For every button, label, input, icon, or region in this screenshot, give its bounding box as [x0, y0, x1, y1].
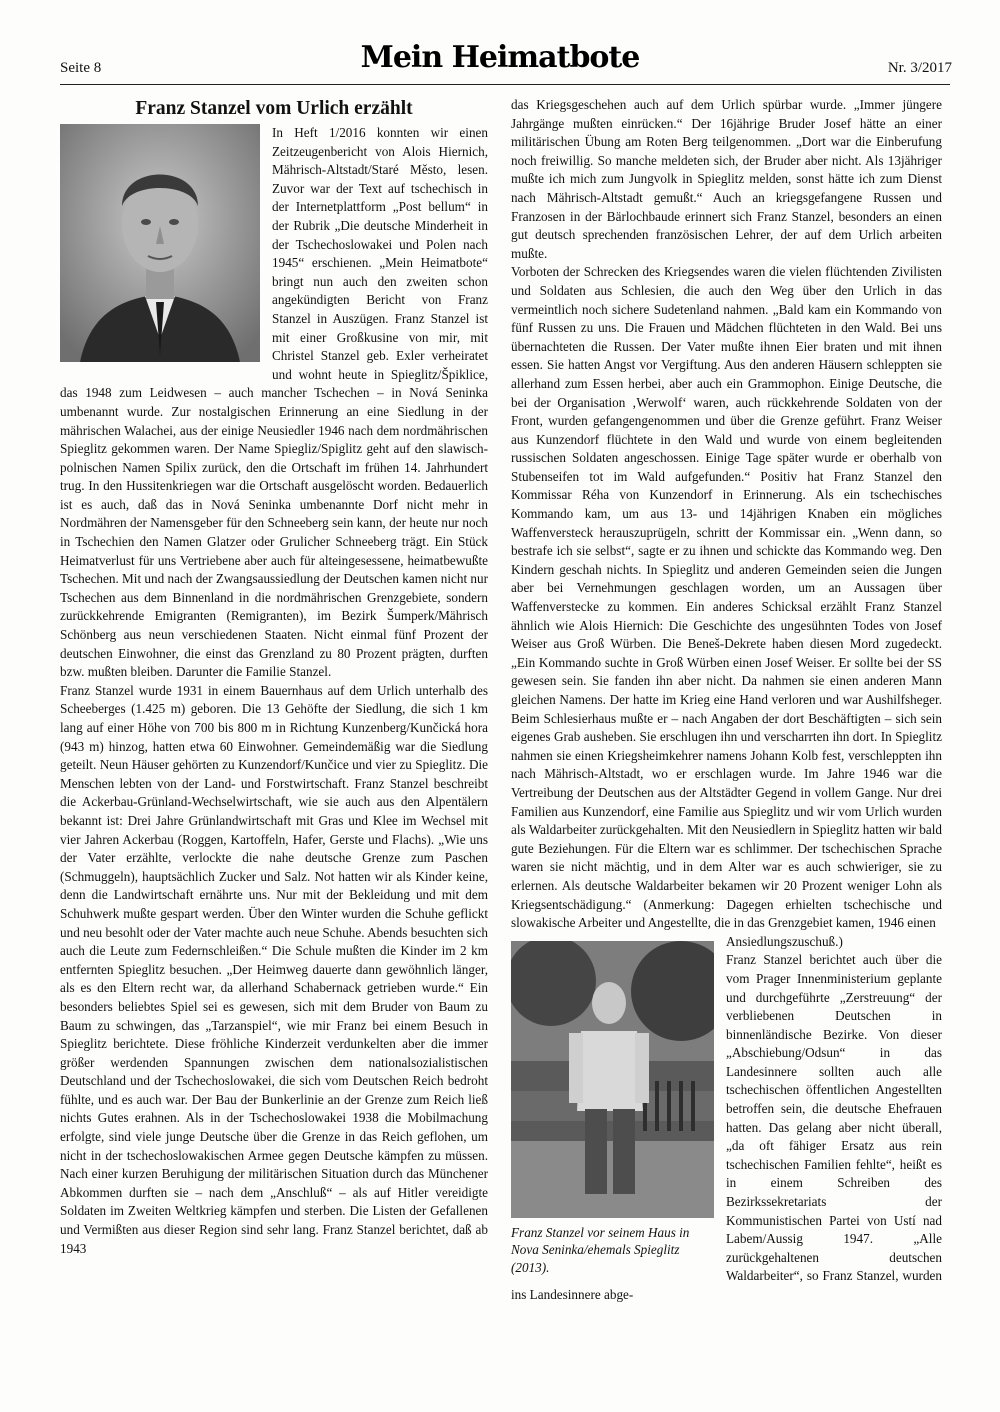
article-title: Franz Stanzel vom Urlich erzählt — [135, 98, 413, 119]
paragraph: Ansiedlungszuschuß.) — [726, 933, 843, 949]
header-rule — [60, 84, 950, 85]
left-column — [60, 96, 488, 1258]
portrait-photo — [60, 124, 260, 362]
paragraph: Vorboten der Schrecken des Kriegsendes waren die vielen flüchtenden Zivilisten und Soldaten aus Schlesien, die auch den Weg über den Urlich in das vermeintlich noch sichere Sudetenland nahmen. „Bald kam ein Kommando von fünf Russen zu uns. Die Frauen und Mädchen flüchteten in den Wald. Bei uns übernachteten die Russen. Der Vater mußte ihnen Eier braten und mit ihnen essen. Sie hatten Angst vor Vergiftung. Aus den anderen Häusern schleppten sie allerhand zum Essen herbei, aber auch ein Grammophon. Einige Deutsche, die bei der Organisation ‚Werwolf‘ waren, auch rückkehrende Soldaten von der Front, wurden gefangengenommen und über die Grenze geführt. Franz Weiser aus Kunzendorf flüchtete in den Wald und wurde von einem begleitenden russischen Soldaten angeschossen. Einige Tage später wurde er oberhalb von Stubenseifen tot im Wald aufgefunden.“ Positiv hat Franz Stanzel den Kommissar Réha von Kunzendorf in Erinnerung. Als ein tschechisches Kommando kam, um aus 13- und 14jährigen Knaben ein mögliches Waffenversteck herauszuprügeln, schritt der Kommissar ein. „Wenn dann, so bestrafe ich sie selbst“, sagte er zu ihnen und schickte das Kommando weg. Den Kindern geschah nichts. In Spieglitz und anderen Gemeinden seien die Jungen aber bei Vernehmungen geschlagen worden, um an Aussagen über Waffenverstecke zu kommen. Ein anderes Schicksal erzählt Franz Stanzel ähnlich wie Alois Hiernich: Die Geschichte des ungesühnten Todes von Josef Weiser aus Groß Würben. Die Beneš-Dekrete haben diesen Mord zugedeckt. „Ein Kommando suchte in Groß Würben einen Josef Weiser. Er sollte bei der SS gewesen sein. Sie fanden ihn aber nicht. Da nahmen sie einen anderen Mann gleichen Namens. Der hatte im Krieg eine Hand verloren und war Aushilfsheger. Beim Schlesierhaus mußte er – nach Angaben der dort Beschäftigten – sich sein eigenes Grab ausheben. Sie erschlugen ihn und verscharrten ihn dort. In Spieglitz nahmen sie einen Kriegsheimkehrer namens Johann Kolb fest, verschleppten ihn nach Mährisch-Altstadt, wo er erschlagen wurde. Im Jahre 1946 war die Vertreibung der Deutschen aus der Altstädter Gegend in vollem Gange. Nur drei Familien aus Kunzendorf, eine Familie aus Spieglitz und wir vom Urlich wurden als Waldarbeiter zurückgehalten. Mit den Neusiedlern in Spieglitz hatten wir bald gute Beziehungen. Für die Eltern war es schlimmer. Der tschechischen Sprache waren sie nicht mächtig, und in dem Alter war es auch schwieriger, sie zu erlernen. Als deutsche Waldarbeiter bekamen wir 20 Prozent weniger Lohn als Kriegsentschädigung.“ (Anmerkung: Dagegen erhielten tschechische und slowakische Arbeiter und Angestellte, die in das Grenzgebiet kamen, 1946 einen — [511, 264, 942, 931]
house-photo — [511, 941, 714, 1218]
right-column — [511, 96, 942, 1305]
photo-caption: Franz Stanzel vor seinem Haus in Nova Seninka/ehemals Spieglitz (2013). — [511, 1224, 690, 1275]
paragraph: Franz Stanzel berichtet auch über die vom Prager Innenministerium geplante und durchgeführte „Zerstreuung“ der verbliebenen Deutschen in binnenländische Bezirke. Von dieser „Abschiebung/Odsun“ in das Landesinnere sollten auch alle tschechischen öffentlichen Angestellten betroffen sein, die deutsche Ehefrauen hatten. Das gelang aber nicht überall, „da oft fähiger Ersatz aus rein tschechischen Familien fehlte“, heißt es in einem Schreiben des Bezirkssekretariats der Kommunistischen Partei von Ustí nad Labem/Aussig 1947. „Alle zurückgehaltenen deutschen Waldarbeiter“, so Franz Stanzel, wurden ins Landesinnere abge- — [511, 952, 942, 1302]
page-number: Seite 8 — [60, 60, 102, 76]
masthead-logo: Mein Heimatbote — [360, 40, 640, 75]
paragraph: Franz Stanzel wurde 1931 in einem Bauernhaus auf dem Urlich unterhalb des Scheeberges (1.425 m) geboren. Die 13 Gehöfte der Siedlung, die sich 1 km lang auf einer Höhe von 700 bis 800 m in Richtung Kunzenberg/Kunčická hora (943 m) hinzog, hatten etwa 60 Einwohner. Gemeindemäßig war die Siedlung geteilt. Neun Häuser gehörten zu Kunzendorf/Kunčice und vier zu Spieglitz. Die Menschen lebten von der Land- und Forstwirtschaft. Franz Stanzel beschreibt die Ackerbau-Grünland-Wechselwirtschaft, wie sie auch aus den Alpentälern bekannt ist: Drei Jahre Grünlandwirtschaft mit Gras und Klee im Wechsel mit vier Jahren Ackerbau (Roggen, Kartoffeln, Hafer, Gerste und Flachs). „Wie uns der Vater erzählte, verlockte die nahe deutsche Grenze zum Paschen (Schmuggeln), hauptsächlich Zucker und Salz. Not hatten wir als Kinder keine, denn die Landwirtschaft ernährte uns. Nur mit der Bekleidung und mit dem Schuhwerk mußte gespart werden. Über den Winter wurden die Schuhe geflickt und neu besohlt oder der Vater machte auch neue Schuhe. Abends besuchten sich auch die Leute zum Federnschleißen.“ Die Schule mußten die Kinder im 2 km entfernten Spieglitz besuchen. „Der Heimweg dauerte dann gewöhnlich länger, als es den Eltern recht war, da allerhand Schabernack getrieben wurde.“ Ein besonders beliebtes Spiel sei es gewesen, sich mit dem Bruder von Baum zu Baum zu schwingen, das „Tarzanspiel“, wie mir Franz bei einem Besuch in Spieglitz berichtete. Diese fröhliche Kinderzeit verdunkelten aber die immer größer werdenden Spannungen zwischen dem nationalsozialistischen Deutschland und der Tschechoslowakei, die sich vom Deutschen Reich bedroht fühlte, und es auch war. Der Bau der Bunkerlinie an der Grenze zum Reich ließ nichts Gutes erahnen. Als in der Tschechoslowakei 1938 die Mobilmachung erfolgte, sind viele junge Deutsche über die Grenze in das Reich geflohen, um nicht in der tschechoslowakischen Armee gegen Deutsche kämpfen zu müssen. Nach einer kurzen Beruhigung der militärischen Situation durch das Münchener Abkommen durften sie – nach dem „Anschluß“ – als auf Hitler vereidigte Soldaten im Zweiten Weltkrieg kämpfen und sterben. Die Listen der Gefallenen und Vermißten aus dieser Region sind sehr lang. Franz Stanzel berichtet, daß ab 1943 — [60, 682, 488, 1256]
photo-with-caption — [511, 941, 714, 1277]
paragraph: das Kriegsgeschehen auch auf dem Urlich spürbar wurde. „Immer jüngere Jahrgänge mußten einrücken.“ Der 16jährige Bruder Josef hätte an einer militärischen Übung am Roten Berg teilgenommen. „Dort war die Einberufung noch freiwillig. So manche meldeten sich, der Bruder aber nicht. Als 13jähriger mußte ich mich zum Jungvolk in Spieglitz melden, sonst hätte ich zum Dienst nach Mährisch-Altstadt gemußt.“ Auch an kriegsgefangene Russen und Franzosen in der Bärlochbaude erinnert sich Franz Stanzel, besonders an einen gut deutsch sprechenden französischen Lehrer, der auf dem Urlich arbeiten mußte. — [511, 97, 942, 261]
paragraph: In Heft 1/2016 konnten wir einen Zeitzeugenbericht von Alois Hiernich, Mährisch-Altstadt/Staré Město, lesen. Zuvor war der Text auf tschechisch in der Internetplattform „Post bellum“ in der Rubrik „Die deutsche Minderheit in der Tschechoslowakei und Polen nach 1945“ erschienen. „Mein Heimatbote“ bringt nun auch den zweiten schon angekündigten Bericht von Franz Stanzel in Auszügen. Franz Stanzel ist mit einer Großkusine von mir, mit Christel Stanzel geb. Exler verheiratet und wohnt heute in Spieglitz/Špiklice, das 1948 zum Leidwesen – auch mancher Tschechen – in Nová Seninka umbenannt wurde. Zur nostalgischen Erinnerung an eine Siedlung in der mährischen Walachei, aus der einige Neusiedler 1946 nach dem nordmährischen Spieglitz gekommen waren. Der Name Spiegliz/Spiglitz geht auf den slawisch-polnischen Namen Spilix zurück, den die Ortschaft im frühen 14. Jahrhundert trug. In den Hussitenkriegen war die Ortschaft ausgelöscht worden. Bedauerlich ist es auch, daß das in Nová Seninka umbenannte Dorf nicht mehr in Nordmähren der Namensgeber für den Schneeberg sein kann, der heute nur noch in Tschechien den Namen Glatzer oder Grulicher Schneeberg trägt. Ein Stück Heimatverlust für uns Vertriebene aber auch für alteingesessene, heimatbewußte Tschechen. Mit und nach der Zwangsaussiedlung der Deutschen kamen nicht nur Tschechen aus dem Binnenland in die nordmährischen Grenzgebiete, sondern zurückkehrende Emigranten (Remigranten), im Bezirk Šumperk/Mährisch Schönberg aus neun verschiedenen Staaten. Nicht einmal fünf Prozent der deutschen Einwohner, die einst das Grenzland zu 80 Prozent prägten, durften bzw. mußten bleiben. Darunter die Familie Stanzel. — [60, 125, 488, 680]
issue-number: Nr. 3/2017 — [887, 60, 952, 76]
